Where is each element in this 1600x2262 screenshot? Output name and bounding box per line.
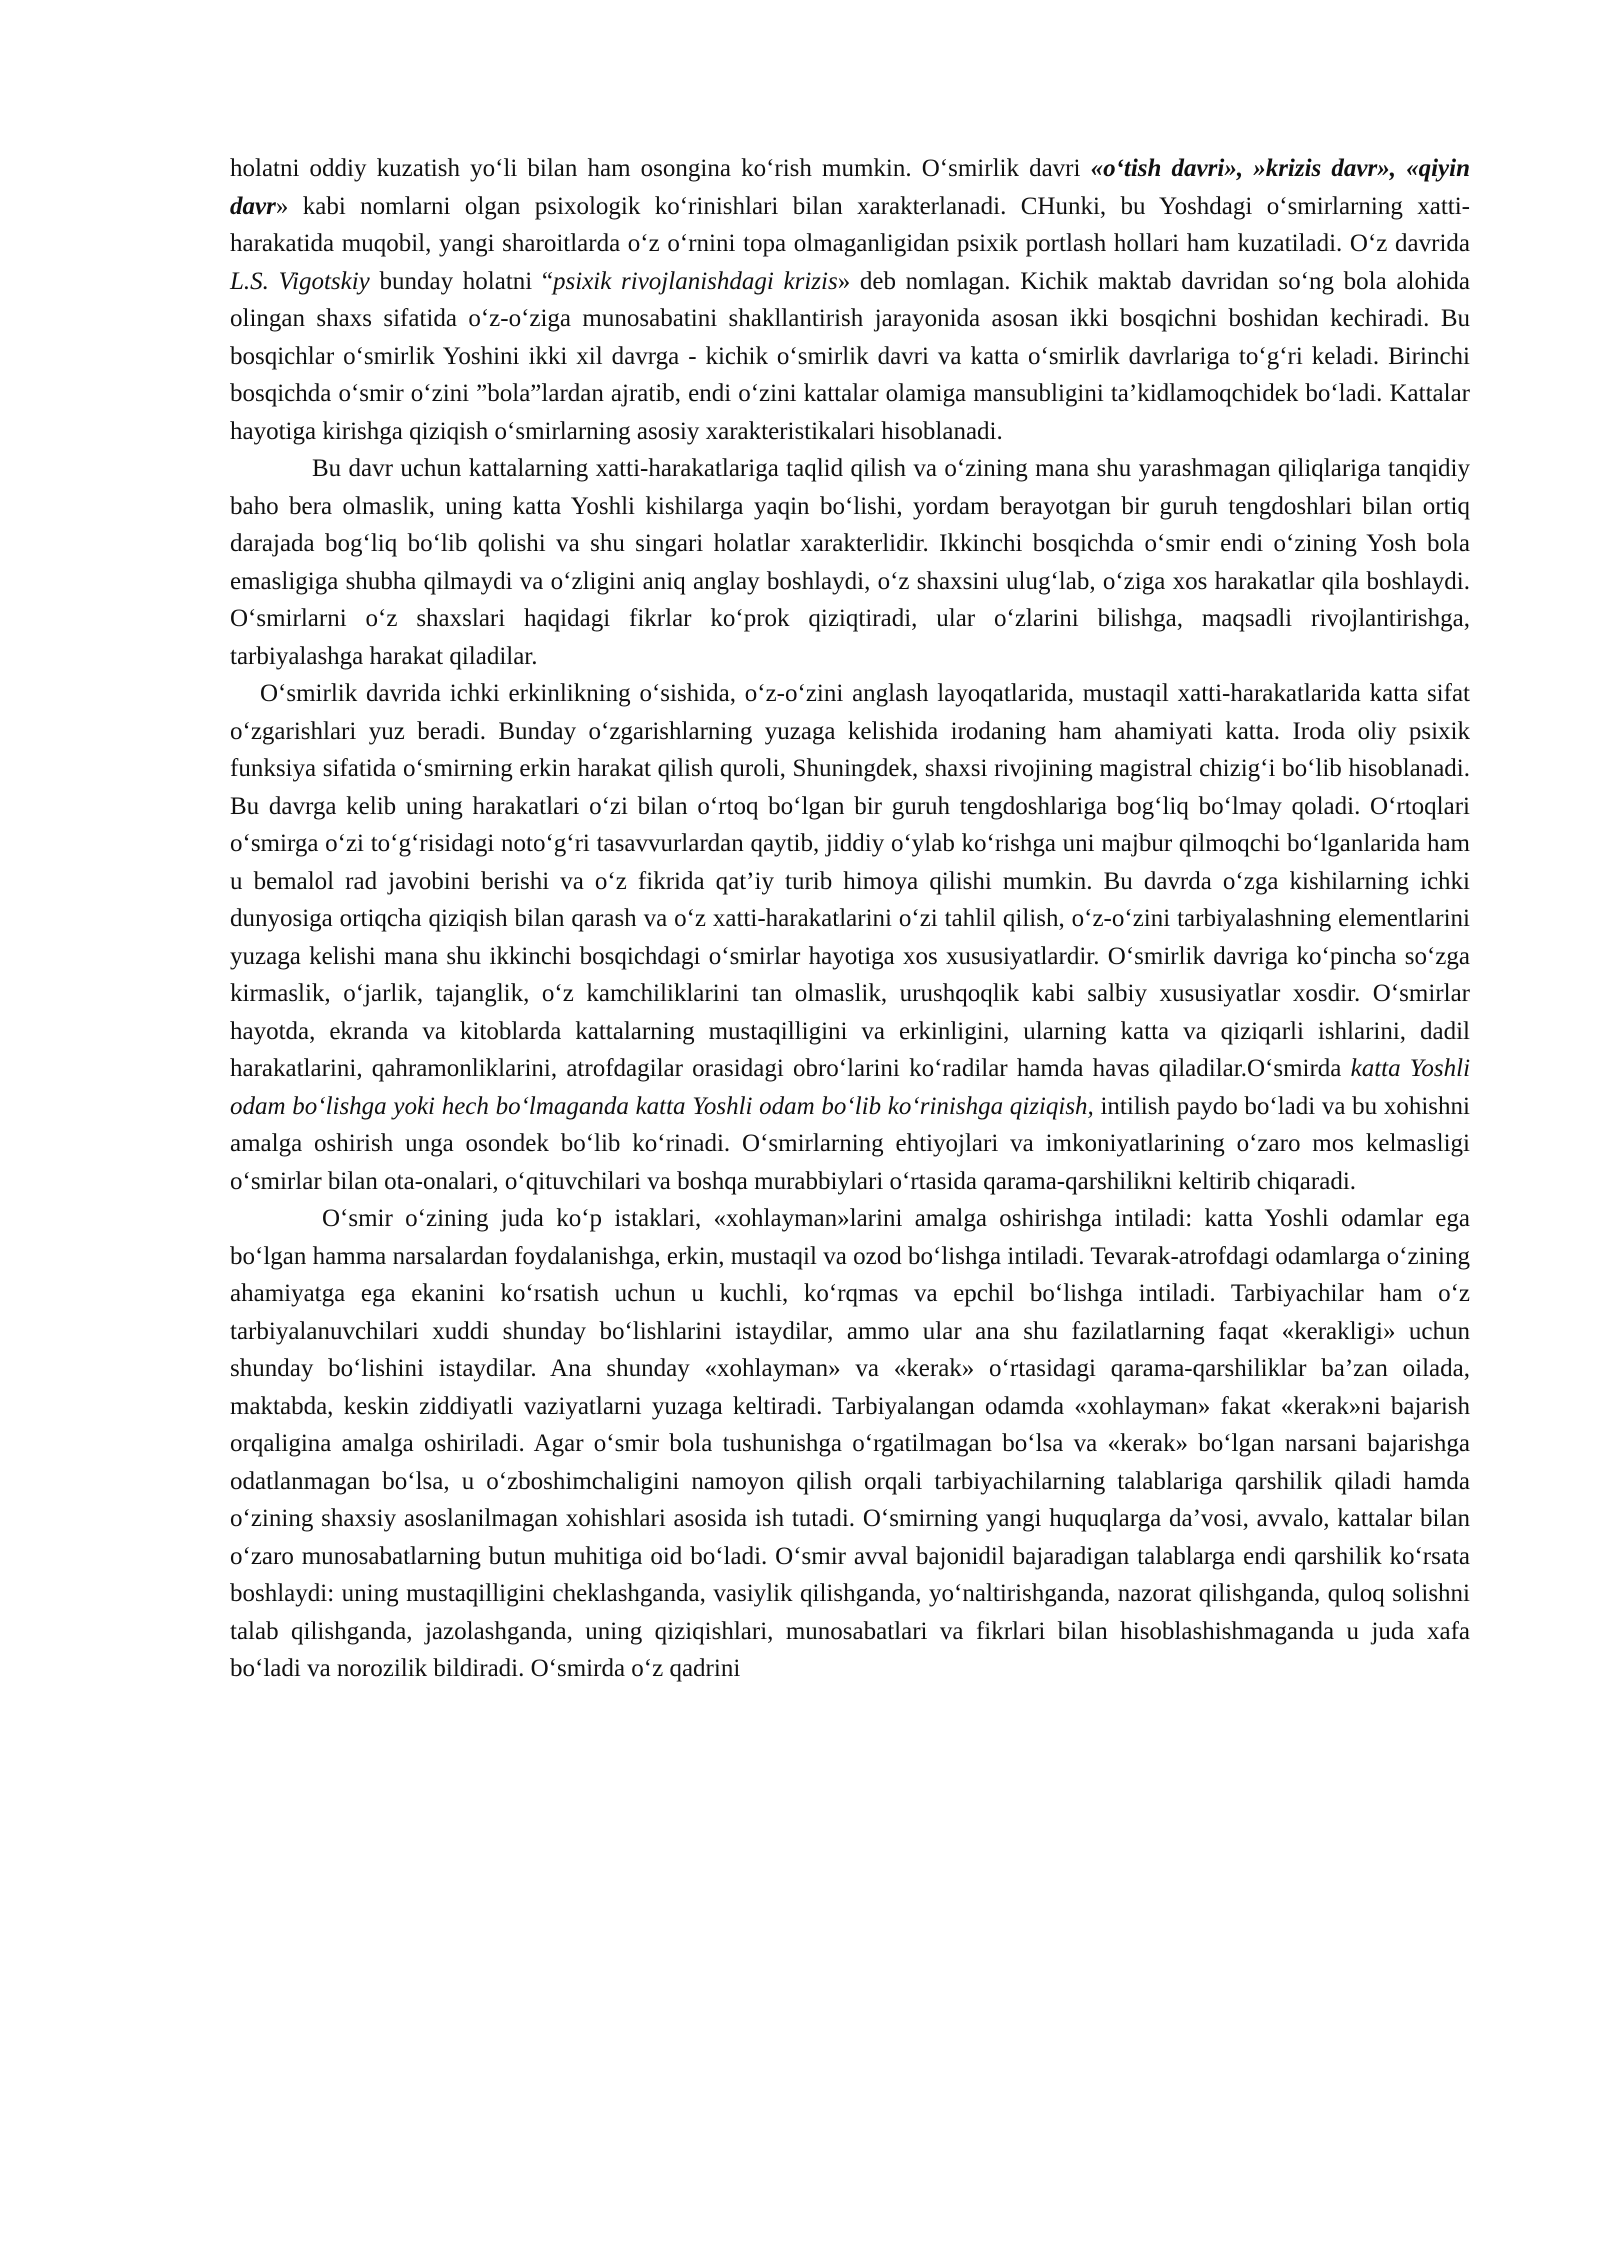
p1-bold-italic-terms: «o‘tish davri», »krizis davr», «qiyin davr <box>230 155 1470 220</box>
paragraph-1 <box>230 150 1470 450</box>
p3-text-c: intilish paydo bo‘ladi va bu xohishni amalga oshirish unga osondek bo‘lib ko‘rinadi. O‘smirlarning ehtiyojlari va imkoniyatlarining o‘zaro mos kelmasligi o‘smirlar bilan ota-onalari, o‘qituvchilari va boshqa murabbiylari o‘rtasida qarama-qarshilikni keltirib chiqaradi. <box>230 1092 1470 1195</box>
document-page <box>230 150 1470 1688</box>
p3-italic-phrase: katta Yoshli odam bo‘lishga yoki hech bo‘lmaganda katta Yoshli odam bo‘lib ko‘rinishga qiziqish, <box>230 1055 1471 1120</box>
paragraph-2: Bu davr uchun kattalarning xatti-harakatlariga taqlid qilish va o‘zining mana shu yarashmagan qiliqlariga tanqidiy baho bera olmaslik, uning katta Yoshli kishilarga yaqin bo‘lishi, yordam berayotgan bir guruh tengdoshlari bilan ortiq darajada bog‘liq bo‘lib qolishi va shu singari holatlar xarakterlidir. Ikkinchi bosqichda o‘smir endi o‘zining Yosh bola emasligiga shubha qilmaydi va o‘zligini aniq anglay boshlaydi, o‘z shaxsini ulug‘lab, o‘ziga xos harakatlar qila boshlaydi. O‘smirlarni o‘z shaxslari haqidagi fikrlar ko‘prok qiziqtiradi, ular o‘zlarini bilishga, maqsadli rivojlantirishga, tarbiyalashga harakat qiladilar. <box>230 455 1470 670</box>
p1-text-e: bunday holatni “ <box>369 267 554 295</box>
p1-author-name: L.S. Vigotskiy <box>230 267 370 295</box>
paragraph-3 <box>230 675 1470 1200</box>
p3-text-a: O‘smirlik davrida ichki erkinlikning o‘sishida, o‘z-o‘zini anglash layoqatlarida, mustaqil xatti-harakatlarida katta sifat o‘zgarishlari yuz beradi. Bunday o‘zgarishlarning yuzaga kelishida irodaning ham ahamiyati katta. Iroda oliy psixik funksiya sifatida o‘smirning erkin harakat qilish quroli, Shuningdek, shaxsi rivojining magistral chizig‘i bo‘lib hisoblanadi. Bu davrga kelib uning harakatlari o‘zi bilan o‘rtoq bo‘lgan bir guruh tengdoshlariga bog‘liq bo‘lmay qoladi. O‘rtoqlari o‘smirga o‘zi to‘g‘risidagi noto‘g‘ri tasavvurlardan qaytib, jiddiy o‘ylab ko‘rishga uni majbur qilmoqchi bo‘lganlarida ham u bemalol rad javobini berishi va o‘z fikrida qat’iy turib himoya qilishi mumkin. Bu davrda o‘zga kishilarning ichki dunyosiga ortiqcha qiziqish bilan qarash va o‘z xatti-harakatlarini o‘zi tahlil qilish, o‘z-o‘zini tarbiyalashning elementlarini yuzaga kelishi mana shu ikkinchi bosqichdagi o‘smirlar hayotiga xos xususiyatlardir. O‘smirlik davriga ko‘pincha so‘zga kirmaslik, o‘jarlik, tajanglik, o‘z kamchiliklarini tan olmaslik, urushqoqlik kabi salbiy xususiyatlar xosdir. O‘smirlar hayotda, ekranda va kitoblarda kattalarning mustaqilligini va erkinligini, ularning katta va qiziqarli ishlarini, dadil harakatlarini, qahramonliklarini, atrofdagilar orasidagi obro‘larini ko‘radilar hamda havas qiladilar.O‘smirda <box>230 680 1470 1082</box>
p1-text-a: holatni oddiy kuzatish yo‘li bilan ham osongina ko‘rish mumkin. O‘smirlik davri <box>230 155 1091 182</box>
p1-italic-term: psixik rivojlanishdagi krizis <box>553 267 838 295</box>
p1-text-g: » deb nomlagan. Kichik maktab davridan so‘ng bola alohida olingan shaxs sifatida o‘z-o‘ziga munosabatini shakllantirish jarayonida asosan ikki bosqichni boshidan kechiradi. Bu bosqichlar o‘smirlik Yoshini ikki xil davrga - kichik o‘smirlik davri va katta o‘smirlik davrlariga to‘g‘ri keladi. Birinchi bosqichda o‘smir o‘zini ”bola”lardan ajratib, endi o‘zini kattalar olamiga mansubligini ta’kidlamoqchidek bo‘ladi. Kattalar hayotiga kirishga qiziqish o‘smirlarning asosiy xarakteristikalari hisoblanadi. <box>230 267 1470 445</box>
p1-text-c: » kabi nomlarni olgan psixologik ko‘rinishlari bilan xarakterlanadi. CHunki, bu Yoshdagi o‘smirlarning xatti-harakatida muqobil, yangi sharoitlarda o‘z o‘rnini topa olmaganligidan psixik portlash hollari ham kuzatiladi. O‘z davrida <box>230 192 1470 257</box>
paragraph-4: O‘smir o‘zining juda ko‘p istaklari, «xohlayman»larini amalga oshirishga intiladi: katta Yoshli odamlar ega bo‘lgan hamma narsalardan foydalanishga, erkin, mustaqil va ozod bo‘lishga intiladi. Tevarak-atrofdagi odamlarga o‘zining ahamiyatga ega ekanini ko‘rsatish uchun u kuchli, ko‘rqmas va epchil bo‘lishga intiladi. Tarbiyachilar ham o‘z tarbiyalanuvchilari xuddi shunday bo‘lishlarini istaydilar, ammo ular ana shu fazilatlarning faqat «kerakligi» uchun shunday bo‘lishini istaydilar. Ana shunday «xohlayman» va «kerak» o‘rtasidagi qarama-qarshiliklar ba’zan oilada, maktabda, keskin ziddiyatli vaziyatlarni yuzaga keltiradi. Tarbiyalangan odamda «xohlayman» fakat «kerak»ni bajarish orqaligina amalga oshiriladi. Agar o‘smir bola tushunishga o‘rgatilmagan bo‘lsa va «kerak» bo‘lgan narsani bajarishga odatlanmagan bo‘lsa, u o‘zboshimchaligini namoyon qilish orqali tarbiyachilarning talablariga qarshilik qiladi hamda o‘zining shaxsiy asoslanilmagan xohishlari asosida ish tutadi. O‘smirning yangi huquqlarga da’vosi, avvalo, kattalar bilan o‘zaro munosabatlarning butun muhitiga oid bo‘ladi. O‘smir avval bajonidil bajaradigan talablarga endi qarshilik ko‘rsata boshlaydi: uning mustaqilligini cheklashganda, vasiylik qilishganda, yo‘naltirishganda, nazorat qilishganda, quloq solishni talab qilishganda, jazolashganda, uning qiziqishlari, munosabatlari va fikrlari bilan hisoblashishmaganda u juda xafa bo‘ladi va norozilik bildiradi. O‘smirda o‘z qadrini <box>230 1205 1470 1682</box>
